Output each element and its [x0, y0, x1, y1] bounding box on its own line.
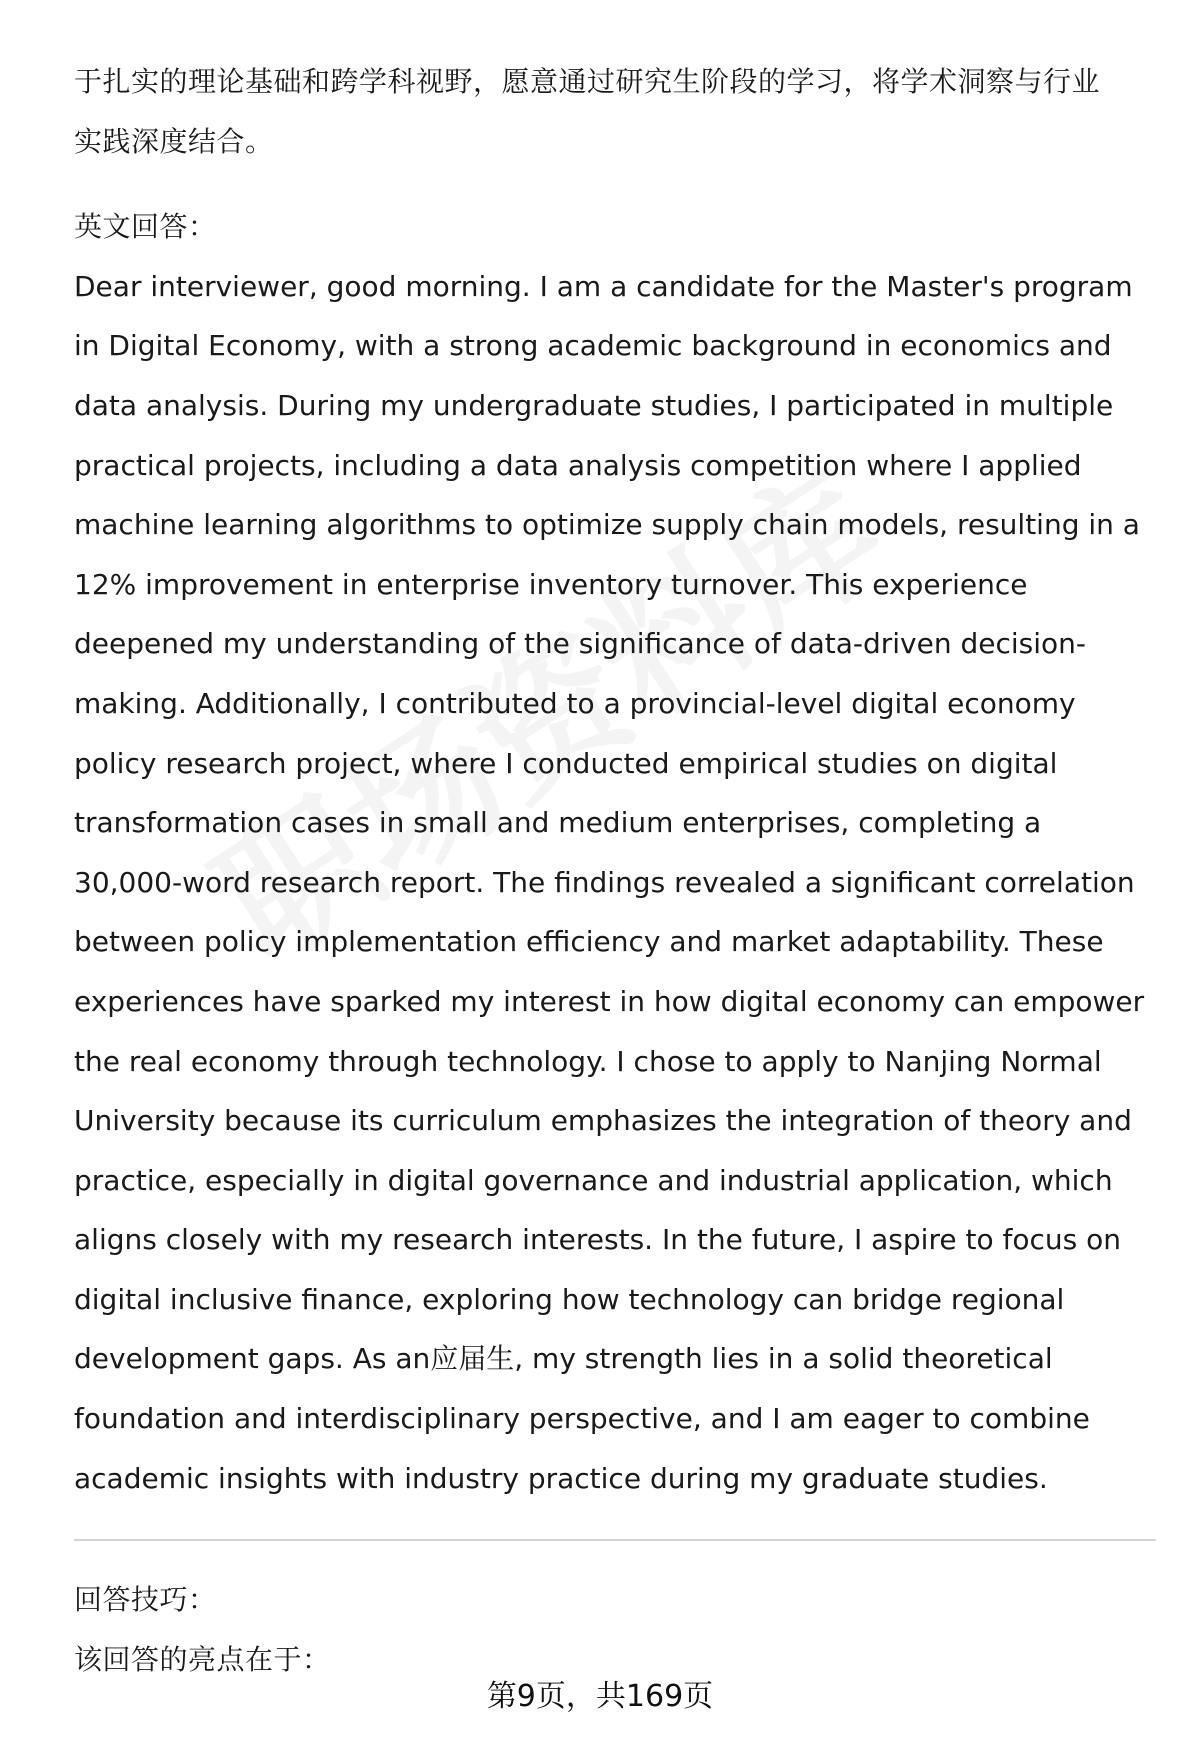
tips-subheading: 该回答的亮点在于：	[74, 1642, 331, 1676]
english-answer-body: Dear interviewer, good morning. I am a candidate for the Master's program in Digital Economy, with a strong academic background in economics and data analysis. During my undergraduate studies, I participated in multiple practical projects, including a data analysis competition where I applied machine learning algorithms to optimize supply chain models, resulting in a 12% improvement in enterprise inventory turnover. This experience deepened my understanding of the significance of data-driven decision-making. Additionally, I contributed to a provincial-level digital economy policy research project, where I conducted empirical studies on digital transformation cases in small and medium enterprises, completing a 30,000-word research report. The findings revealed a significant correlation between policy implementation efficiency and market adaptability. These experiences have sparked my interest in how digital economy can empower the real economy through technology. I chose to apply to Nanjing Normal University because its curriculum emphasizes the integration of theory and practice, especially in digital governance and industrial application, which aligns closely with my research interests. In the future, I aspire to focus on digital inclusive finance, exploring how technology can bridge regional development gaps. As an应届生, my strength lies in a solid theoretical foundation and interdisciplinary perspective, and I am eager to combine academic insights with industry practice during my graduate studies.	[74, 269, 1145, 1495]
page-number: 第9页，共169页	[486, 1679, 714, 1714]
english-answer-heading: 英文回答：	[74, 210, 217, 244]
tips-heading: 回答技巧：	[74, 1583, 217, 1616]
section-divider	[74, 1539, 1156, 1541]
intro-line-1: 于扎实的理论基础和跨学科视野，愿意通过研究生阶段的学习，将学术洞察与行业	[74, 65, 1101, 98]
spacer	[74, 171, 1154, 197]
intro-line-2: 实践深度结合。	[74, 124, 274, 158]
main-content	[74, 52, 1154, 1508]
